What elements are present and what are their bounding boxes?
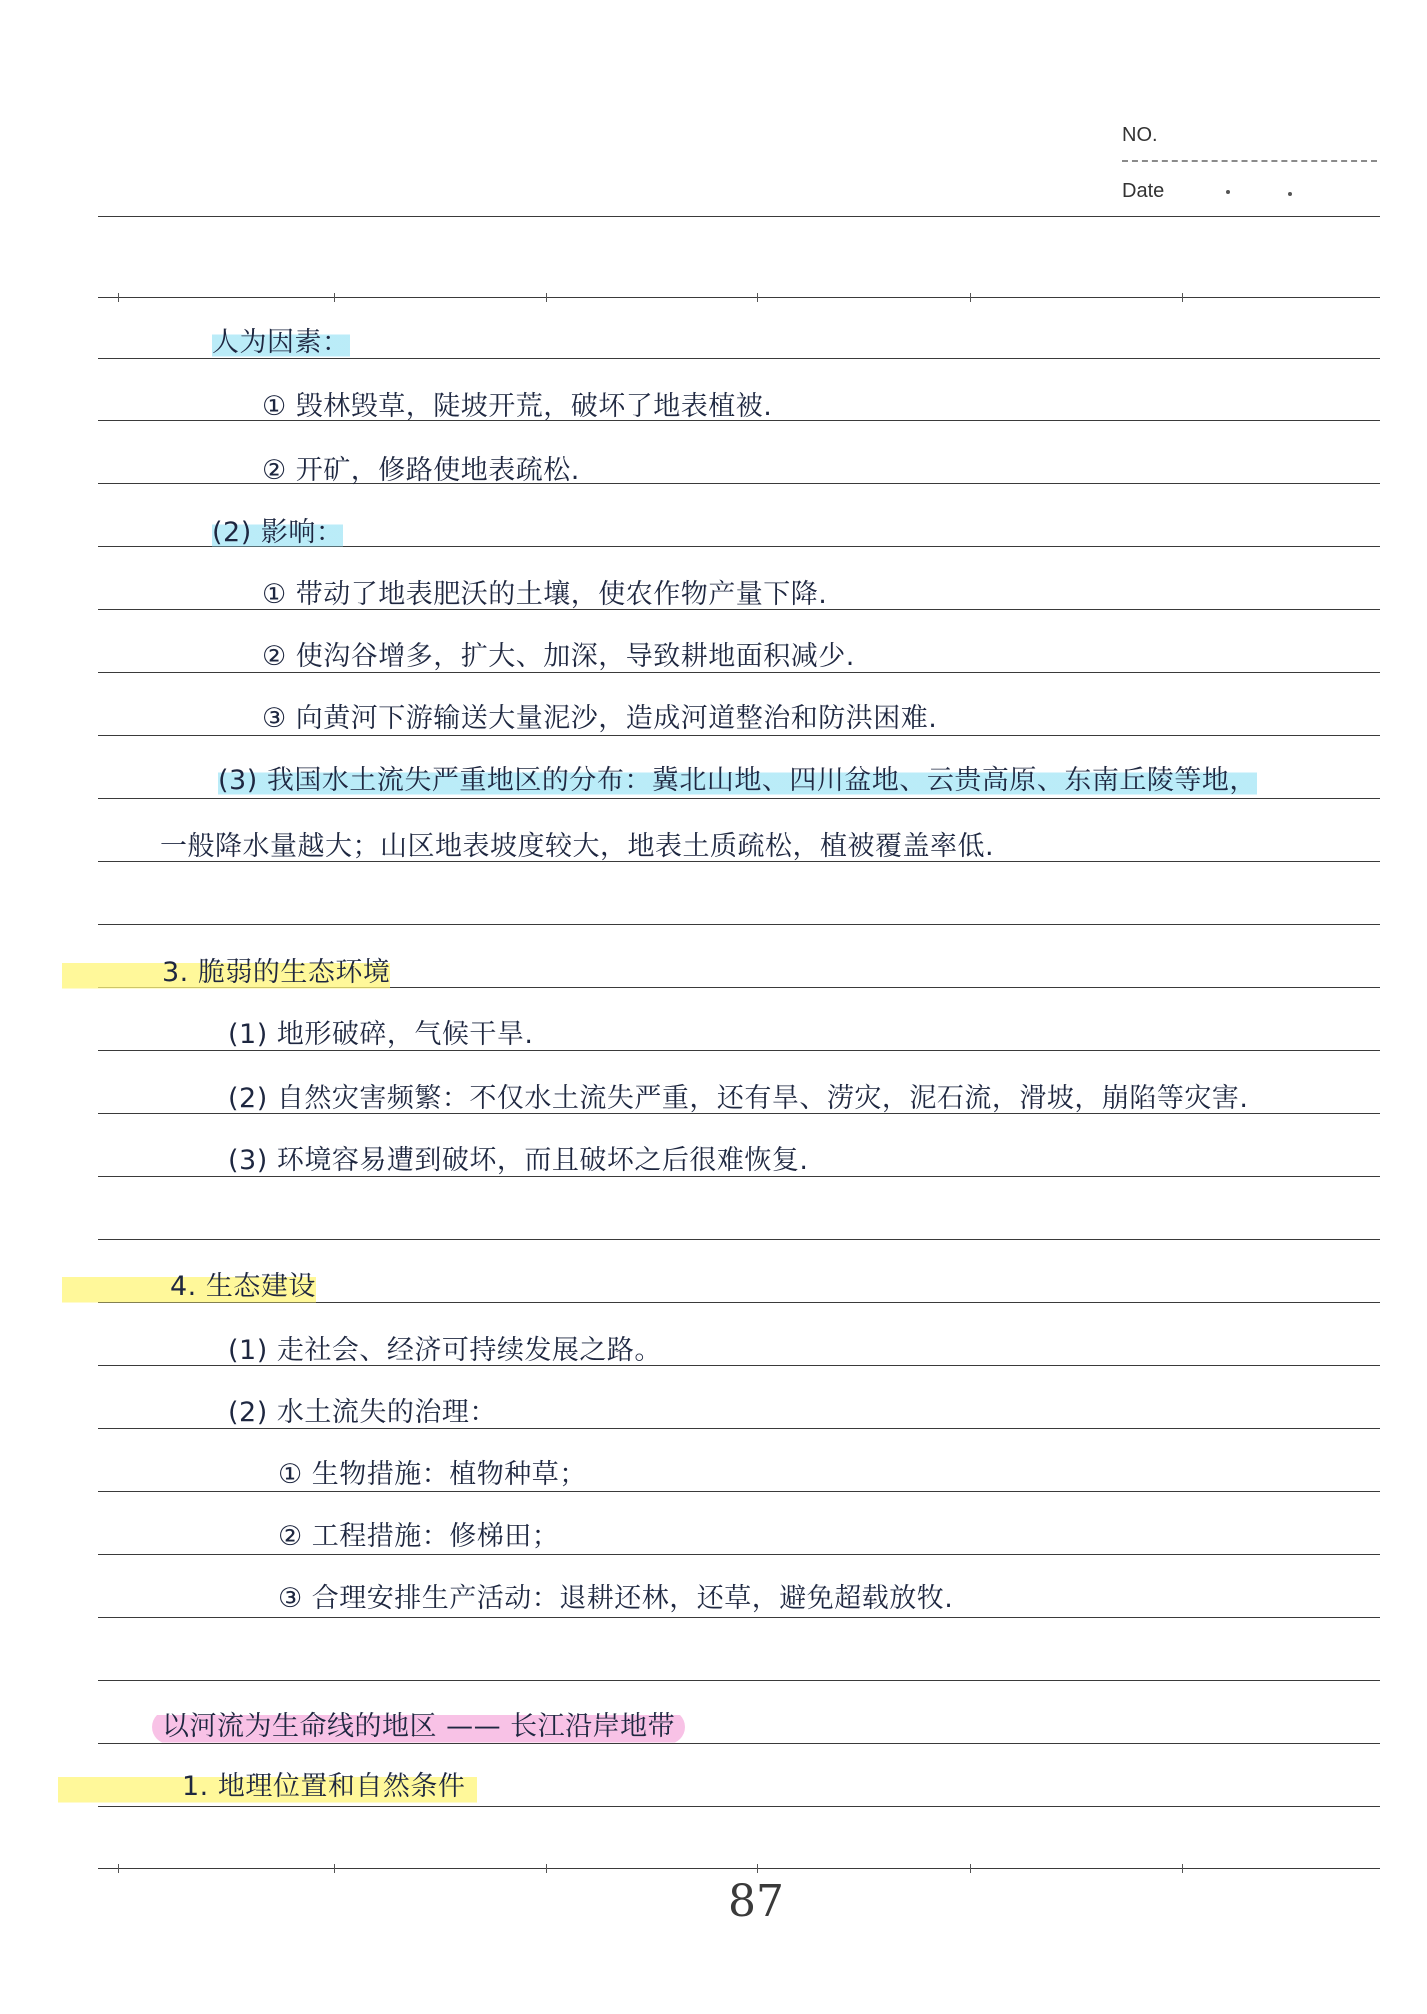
tick-mark	[546, 1864, 547, 1873]
note-line: ① 毁林毁草，陡坡开荒，破坏了地表植被.	[262, 391, 773, 422]
tick-mark	[1182, 293, 1183, 302]
rule-line	[98, 297, 1380, 298]
note-line: (3) 我国水土流失严重地区的分布：冀北山地、四川盆地、云贵高原、东南丘陵等地，	[218, 765, 1257, 796]
rule-line	[98, 1806, 1380, 1807]
rule-line	[98, 1239, 1380, 1240]
note-line: ② 工程措施：修梯田；	[278, 1521, 560, 1552]
rule-line	[98, 1554, 1380, 1555]
tick-mark	[118, 293, 119, 302]
page-number: 87	[728, 1876, 784, 1927]
note-line: ③ 向黄河下游输送大量泥沙，造成河道整治和防洪困难.	[262, 703, 938, 734]
chapter-heading: 以河流为生命线的地区 —— 长江沿岸地带	[152, 1710, 685, 1744]
note-line: 人为因素：	[212, 327, 350, 358]
date-dot	[1226, 190, 1230, 194]
no-label: NO.	[1122, 124, 1158, 146]
note-line: (1) 地形破碎，气候干旱.	[228, 1019, 534, 1050]
rule-line	[98, 798, 1380, 799]
note-line: (2) 水土流失的治理：	[228, 1397, 497, 1428]
tick-mark	[757, 1864, 758, 1873]
note-line: ① 生物措施：植物种草；	[278, 1459, 587, 1490]
tick-mark	[757, 293, 758, 302]
note-line: (3) 环境容易遭到破坏，而且破坏之后很难恢复.	[228, 1145, 809, 1176]
tick-mark	[334, 1864, 335, 1873]
rule-line	[98, 1868, 1380, 1869]
tick-mark	[546, 293, 547, 302]
tick-mark	[970, 1864, 971, 1873]
tick-mark	[334, 293, 335, 302]
note-line: (1) 走社会、经济可持续发展之路。	[228, 1335, 662, 1366]
rule-line	[98, 216, 1380, 217]
note-line: 一般降水量越大；山区地表坡度较大，地表土质疏松，植被覆盖率低.	[160, 831, 995, 862]
rule-line	[98, 924, 1380, 925]
tick-mark	[970, 293, 971, 302]
note-line: ② 使沟谷增多，扩大、加深，导致耕地面积减少.	[262, 641, 855, 672]
tick-mark	[1182, 1864, 1183, 1873]
section-heading: 4. 生态建设	[62, 1270, 316, 1304]
note-line: (2) 自然灾害频繁：不仅水土流失严重，还有旱、涝灾，泥石流，滑坡，崩陷等灾害.	[228, 1083, 1249, 1114]
note-line: ③ 合理安排生产活动：退耕还林，还草，避免超载放牧.	[278, 1583, 954, 1614]
date-label: Date	[1122, 180, 1165, 202]
rule-line	[98, 1617, 1380, 1618]
note-line: ② 开矿，修路使地表疏松.	[262, 455, 580, 486]
tick-mark	[118, 1864, 119, 1873]
section-heading: 3. 脆弱的生态环境	[62, 956, 390, 990]
section-heading: 1. 地理位置和自然条件	[58, 1770, 477, 1804]
note-line: ① 带动了地表肥沃的土壤，使农作物产量下降.	[262, 579, 828, 610]
date-dot	[1288, 192, 1292, 196]
note-line: (2) 影响：	[212, 517, 344, 548]
rule-line	[98, 1680, 1380, 1681]
header-divider	[1122, 160, 1377, 162]
